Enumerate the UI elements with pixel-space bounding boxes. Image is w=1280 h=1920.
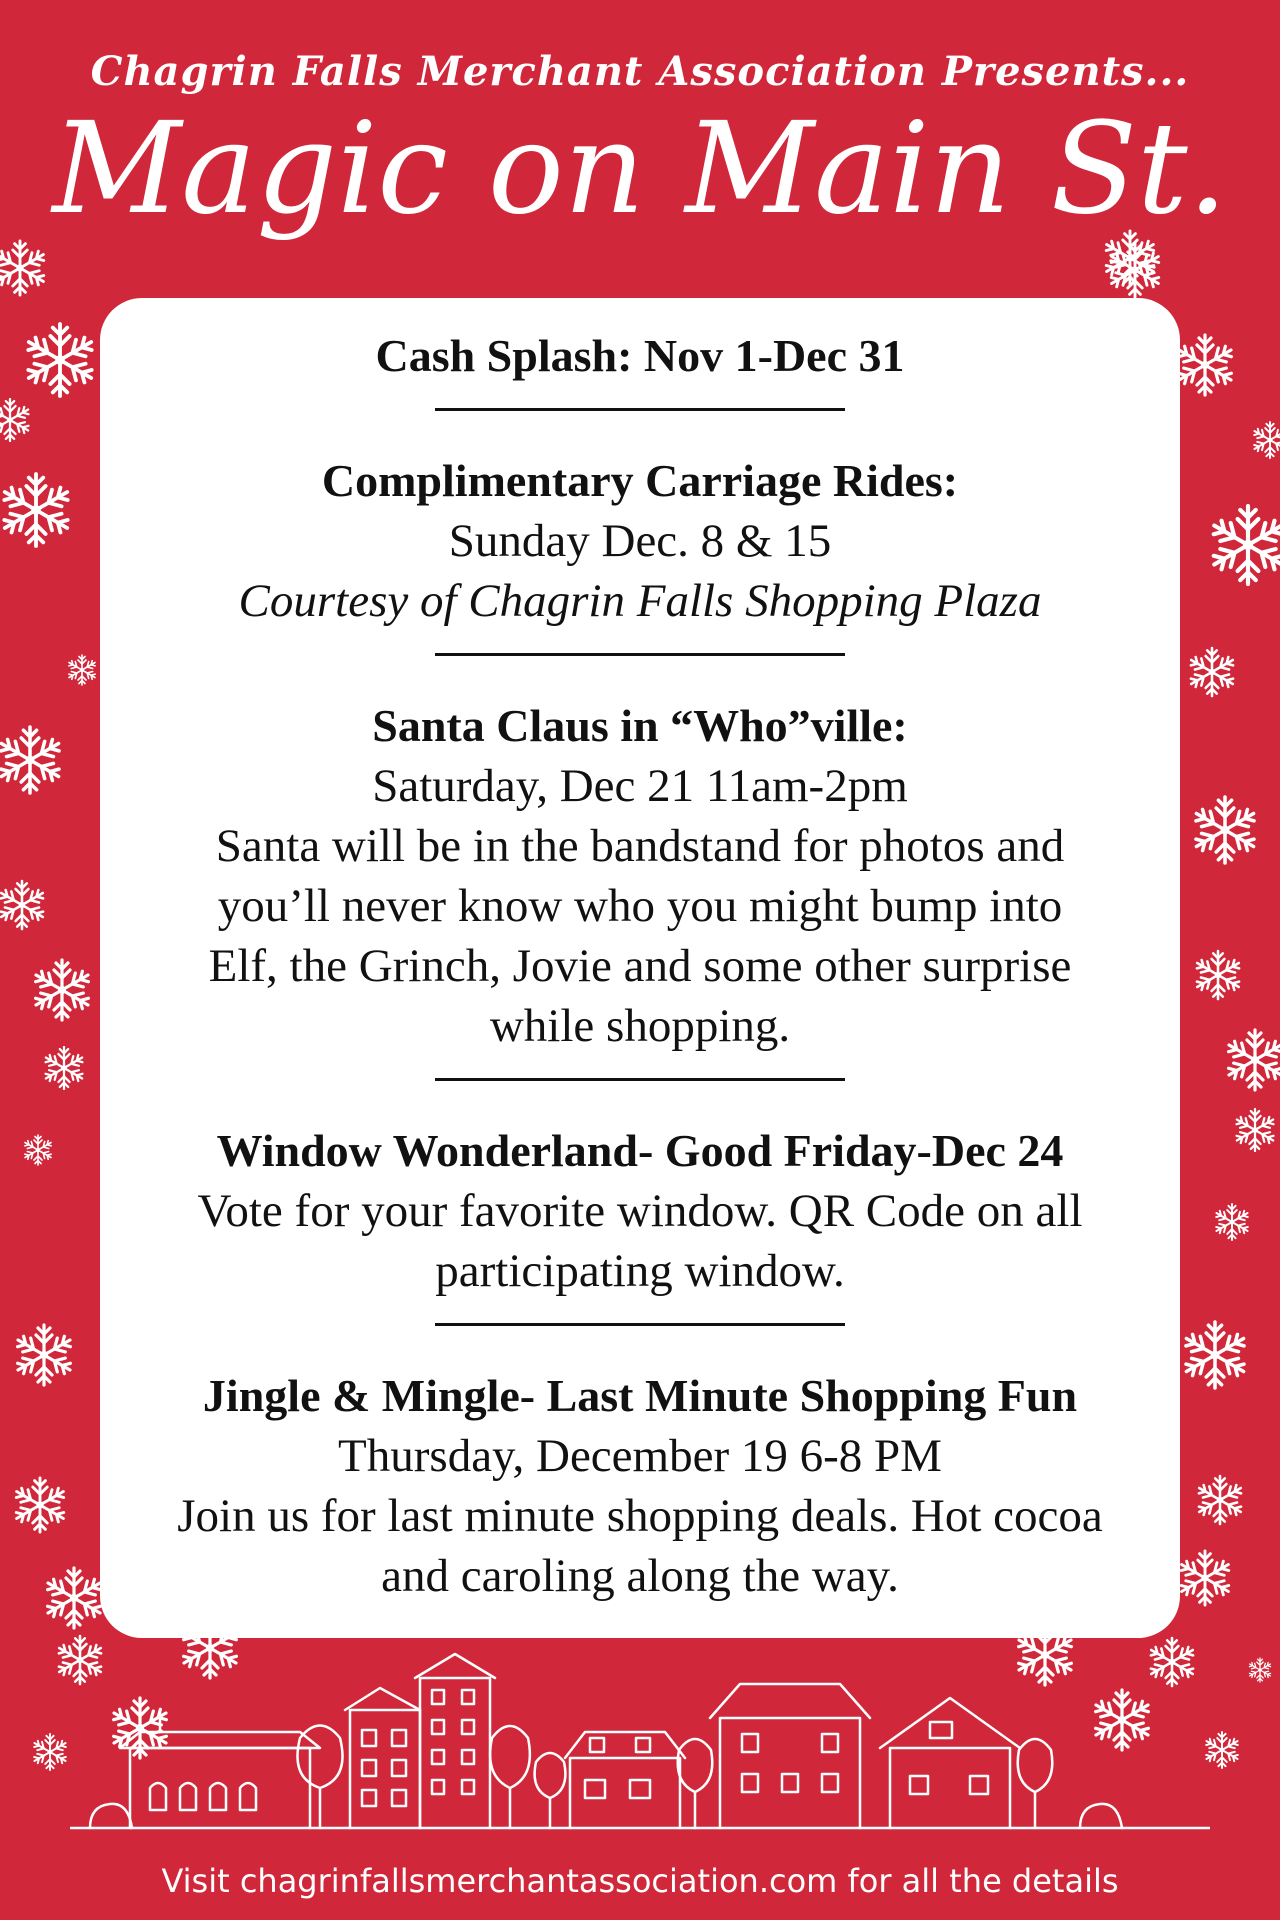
santa-section bbox=[100, 696, 1180, 1056]
carriage-rides-date: Sunday Dec. 8 & 15 bbox=[448, 515, 832, 567]
window-wonderland-description-line: Vote for your favorite window. QR Code on all bbox=[197, 1185, 1083, 1237]
snowflake-icon bbox=[32, 960, 92, 1020]
snowflake-icon bbox=[0, 881, 46, 929]
cash-splash-section bbox=[100, 326, 1180, 386]
snowflake-icon bbox=[1194, 951, 1242, 999]
snowflake-icon bbox=[1192, 797, 1258, 863]
event-title: Magic on Main St. bbox=[52, 95, 1228, 242]
cash-splash-heading: Cash Splash: Nov 1-Dec 31 bbox=[375, 330, 905, 381]
snowflake-icon bbox=[1234, 1109, 1276, 1151]
snowflake-icon bbox=[32, 1734, 68, 1770]
website-footer: Visit chagrinfallsmerchantassociation.com for all the details bbox=[161, 1862, 1119, 1900]
snowflake-icon bbox=[0, 241, 47, 295]
jingle-mingle-description-line: Join us for last minute shopping deals. Hot cocoa bbox=[177, 1490, 1103, 1542]
snowflake-icon bbox=[0, 474, 72, 546]
santa-description-line: while shopping. bbox=[489, 1000, 791, 1052]
snowflake-icon bbox=[0, 727, 63, 793]
carriage-rides-heading: Complimentary Carriage Rides: bbox=[321, 455, 959, 506]
snowflake-icon bbox=[1196, 1476, 1244, 1524]
snowflake-icon bbox=[1248, 1658, 1272, 1682]
carriage-rides-courtesy: Courtesy of Chagrin Falls Shopping Plaza bbox=[238, 575, 1042, 627]
snowflake-icon bbox=[1178, 1551, 1232, 1605]
snowflake-icon bbox=[67, 655, 97, 685]
window-wonderland-section bbox=[100, 1121, 1180, 1301]
snowflake-icon bbox=[1225, 1030, 1280, 1090]
divider bbox=[435, 653, 845, 656]
snowflake-icon bbox=[0, 399, 31, 441]
snowflake-icon bbox=[43, 1047, 85, 1089]
snowflake-icon bbox=[13, 1478, 67, 1532]
snowflake-icon bbox=[1214, 1204, 1250, 1240]
presenter-line: Chagrin Falls Merchant Association Presents... bbox=[90, 48, 1190, 95]
santa-heading: Santa Claus in “Who”ville: bbox=[372, 700, 908, 751]
town-illustration bbox=[70, 1650, 1210, 1840]
divider bbox=[435, 408, 845, 411]
santa-description-line: Santa will be in the bandstand for photos and bbox=[215, 820, 1065, 872]
jingle-mingle-date: Thursday, December 19 6-8 PM bbox=[338, 1430, 942, 1482]
jingle-mingle-heading: Jingle & Mingle- Last Minute Shopping Fun bbox=[202, 1370, 1078, 1421]
santa-description-line: Elf, the Grinch, Jovie and some other surprise bbox=[208, 940, 1072, 992]
jingle-mingle-description-line: and caroling along the way. bbox=[381, 1550, 899, 1602]
santa-description-line: you’ll never know who you might bump into bbox=[217, 880, 1063, 932]
snowflake-icon bbox=[1252, 422, 1280, 458]
divider bbox=[435, 1323, 845, 1326]
snowflake-icon bbox=[1209, 506, 1280, 584]
jingle-mingle-section bbox=[100, 1366, 1180, 1606]
snowflake-icon bbox=[24, 324, 96, 396]
snowflake-icon bbox=[1188, 648, 1236, 696]
snowflake-icon bbox=[1175, 335, 1235, 395]
window-wonderland-heading: Window Wonderland- Good Friday-Dec 24 bbox=[216, 1125, 1064, 1176]
events-card bbox=[100, 298, 1180, 1638]
divider bbox=[435, 1078, 845, 1081]
snowflake-icon bbox=[14, 1325, 74, 1385]
window-wonderland-description-line: participating window. bbox=[435, 1245, 845, 1297]
carriage-rides-section bbox=[100, 451, 1180, 631]
santa-date: Saturday, Dec 21 11am-2pm bbox=[372, 760, 908, 812]
snowflake-icon bbox=[44, 1568, 104, 1628]
snowflake-icon bbox=[23, 1135, 53, 1165]
snowflake-icon bbox=[1182, 1322, 1248, 1388]
